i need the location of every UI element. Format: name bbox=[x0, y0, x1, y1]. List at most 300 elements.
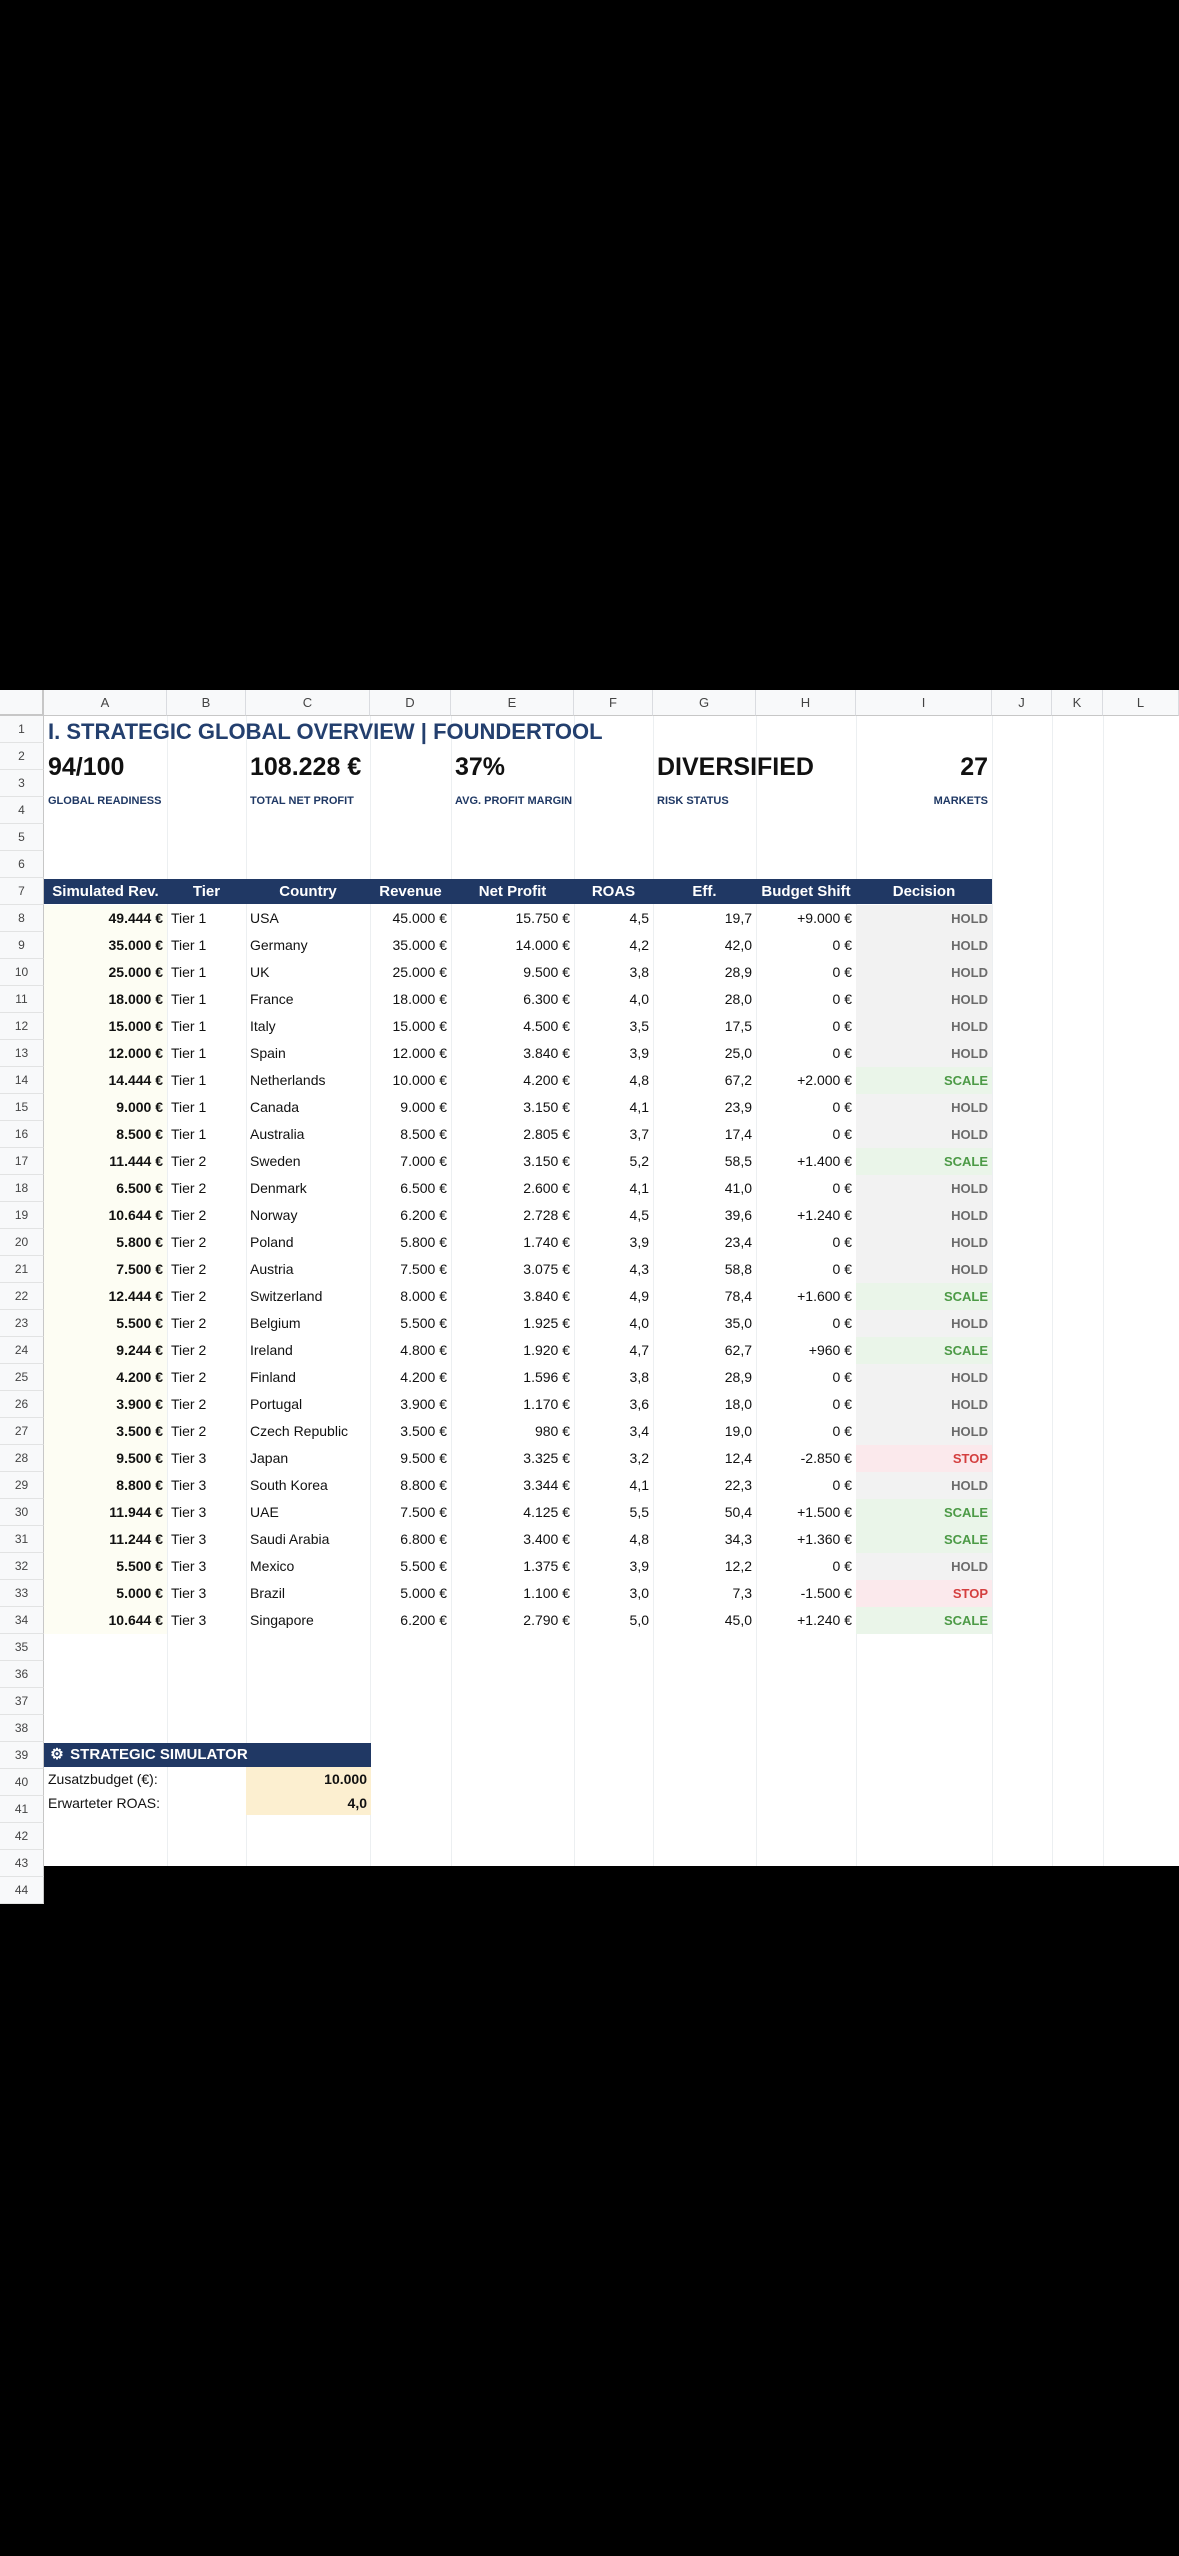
table-cell[interactable]: 58,5 bbox=[724, 1153, 752, 1169]
column-header[interactable]: J bbox=[992, 690, 1052, 716]
table-cell[interactable]: 3,7 bbox=[629, 1126, 649, 1142]
table-cell[interactable]: 3,4 bbox=[629, 1423, 649, 1439]
table-cell[interactable]: 28,9 bbox=[724, 1369, 752, 1385]
table-cell[interactable]: 17,5 bbox=[724, 1018, 752, 1034]
table-cell[interactable]: 23,9 bbox=[724, 1099, 752, 1115]
row-header[interactable]: 36 bbox=[0, 1661, 44, 1688]
table-cell[interactable]: 45,0 bbox=[724, 1612, 752, 1628]
table-cell[interactable]: South Korea bbox=[250, 1477, 328, 1493]
table-cell[interactable]: 4,1 bbox=[629, 1180, 649, 1196]
table-cell[interactable]: 6.500 € bbox=[116, 1180, 163, 1196]
decision-badge[interactable]: HOLD bbox=[856, 1040, 992, 1067]
table-cell[interactable]: Tier 3 bbox=[171, 1585, 207, 1601]
table-cell[interactable]: Finland bbox=[250, 1369, 296, 1385]
table-cell[interactable]: 50,4 bbox=[724, 1504, 752, 1520]
table-cell[interactable]: 5,5 bbox=[629, 1504, 649, 1520]
table-cell[interactable]: 78,4 bbox=[724, 1288, 752, 1304]
row-header[interactable]: 8 bbox=[0, 905, 44, 932]
table-cell[interactable]: 18,0 bbox=[724, 1396, 752, 1412]
row-header[interactable]: 14 bbox=[0, 1067, 44, 1094]
kpi-label[interactable]: TOTAL NET PROFIT bbox=[250, 795, 354, 807]
table-cell[interactable]: 5.800 € bbox=[116, 1234, 163, 1250]
table-cell[interactable]: 4.500 € bbox=[523, 1018, 570, 1034]
table-cell[interactable]: 8.000 € bbox=[400, 1288, 447, 1304]
column-header[interactable]: D bbox=[370, 690, 451, 716]
row-header[interactable]: 32 bbox=[0, 1553, 44, 1580]
table-cell[interactable]: 2.728 € bbox=[523, 1207, 570, 1223]
table-cell[interactable]: 5,2 bbox=[629, 1153, 649, 1169]
kpi-value[interactable]: 94/100 bbox=[48, 753, 125, 781]
row-header[interactable]: 33 bbox=[0, 1580, 44, 1607]
table-cell[interactable]: 35,0 bbox=[724, 1315, 752, 1331]
decision-badge[interactable]: HOLD bbox=[856, 1418, 992, 1445]
table-cell[interactable]: Japan bbox=[250, 1450, 289, 1466]
row-header[interactable]: 22 bbox=[0, 1283, 44, 1310]
table-cell[interactable]: 62,7 bbox=[724, 1342, 752, 1358]
table-cell[interactable]: 0 € bbox=[832, 991, 852, 1007]
table-cell[interactable]: 3,0 bbox=[629, 1585, 649, 1601]
table-cell[interactable]: Tier 3 bbox=[171, 1558, 207, 1574]
table-cell[interactable]: Mexico bbox=[250, 1558, 295, 1574]
table-cell[interactable]: UK bbox=[250, 964, 270, 980]
table-cell[interactable]: 5.500 € bbox=[400, 1315, 447, 1331]
table-cell[interactable]: 4,3 bbox=[629, 1261, 649, 1277]
table-cell[interactable]: 4,7 bbox=[629, 1342, 649, 1358]
table-cell[interactable]: 3,9 bbox=[629, 1558, 649, 1574]
row-header[interactable]: 12 bbox=[0, 1013, 44, 1040]
roas-input[interactable]: 4,0 bbox=[246, 1791, 371, 1815]
table-cell[interactable]: 19,7 bbox=[724, 910, 752, 926]
table-cell[interactable]: 8.500 € bbox=[400, 1126, 447, 1142]
table-cell[interactable]: 0 € bbox=[832, 1180, 852, 1196]
table-cell[interactable]: 4,8 bbox=[629, 1531, 649, 1547]
table-cell[interactable]: 4,5 bbox=[629, 910, 649, 926]
table-cell[interactable]: 7.500 € bbox=[400, 1504, 447, 1520]
row-header[interactable]: 28 bbox=[0, 1445, 44, 1472]
table-cell[interactable]: 1.596 € bbox=[523, 1369, 570, 1385]
table-cell[interactable]: 6.300 € bbox=[523, 991, 570, 1007]
table-cell[interactable]: 9.244 € bbox=[116, 1342, 163, 1358]
table-cell[interactable]: 12,2 bbox=[724, 1558, 752, 1574]
table-cell[interactable]: Sweden bbox=[250, 1153, 301, 1169]
row-header[interactable]: 30 bbox=[0, 1499, 44, 1526]
table-header-cell[interactable]: Simulated Rev. bbox=[52, 883, 159, 900]
kpi-label[interactable]: MARKETS bbox=[933, 795, 988, 807]
table-cell[interactable]: Germany bbox=[250, 937, 308, 953]
table-cell[interactable]: 3,9 bbox=[629, 1045, 649, 1061]
table-cell[interactable]: 35.000 € bbox=[392, 937, 447, 953]
table-cell[interactable]: Netherlands bbox=[250, 1072, 326, 1088]
table-cell[interactable]: Tier 2 bbox=[171, 1342, 207, 1358]
table-cell[interactable]: 4,0 bbox=[629, 991, 649, 1007]
table-cell[interactable]: 5.000 € bbox=[116, 1585, 163, 1601]
decision-badge[interactable]: SCALE bbox=[856, 1283, 992, 1310]
table-cell[interactable]: 11.944 € bbox=[109, 1504, 163, 1520]
page-title[interactable]: I. STRATEGIC GLOBAL OVERVIEW | FOUNDERTOOL bbox=[48, 719, 603, 744]
table-cell[interactable]: Italy bbox=[250, 1018, 276, 1034]
decision-badge[interactable]: HOLD bbox=[856, 1256, 992, 1283]
table-cell[interactable]: +1.500 € bbox=[797, 1504, 852, 1520]
table-header-cell[interactable]: ROAS bbox=[591, 883, 636, 900]
table-cell[interactable]: 41,0 bbox=[724, 1180, 752, 1196]
kpi-label[interactable]: GLOBAL READINESS bbox=[48, 795, 162, 807]
row-header[interactable]: 4 bbox=[0, 797, 44, 824]
table-cell[interactable]: 58,8 bbox=[724, 1261, 752, 1277]
table-cell[interactable]: 12.444 € bbox=[108, 1288, 163, 1304]
table-cell[interactable]: 22,3 bbox=[724, 1477, 752, 1493]
table-cell[interactable]: 12.000 € bbox=[108, 1045, 163, 1061]
table-cell[interactable]: Australia bbox=[250, 1126, 305, 1142]
decision-badge[interactable]: SCALE bbox=[856, 1337, 992, 1364]
table-cell[interactable]: 0 € bbox=[832, 1369, 852, 1385]
table-cell[interactable]: Austria bbox=[250, 1261, 294, 1277]
row-header[interactable]: 23 bbox=[0, 1310, 44, 1337]
decision-badge[interactable]: HOLD bbox=[856, 1121, 992, 1148]
table-cell[interactable]: Tier 2 bbox=[171, 1234, 207, 1250]
decision-badge[interactable]: HOLD bbox=[856, 1229, 992, 1256]
table-cell[interactable]: Switzerland bbox=[250, 1288, 323, 1304]
row-header[interactable]: 3 bbox=[0, 770, 44, 797]
table-cell[interactable]: 18.000 € bbox=[392, 991, 447, 1007]
table-cell[interactable]: 6.500 € bbox=[400, 1180, 447, 1196]
table-cell[interactable]: Tier 3 bbox=[171, 1504, 207, 1520]
decision-badge[interactable]: STOP bbox=[856, 1445, 992, 1472]
table-cell[interactable]: Tier 3 bbox=[171, 1531, 207, 1547]
decision-badge[interactable]: HOLD bbox=[856, 1472, 992, 1499]
table-cell[interactable]: 4.800 € bbox=[400, 1342, 447, 1358]
table-cell[interactable]: 4,2 bbox=[629, 937, 649, 953]
row-header[interactable]: 34 bbox=[0, 1607, 44, 1634]
decision-badge[interactable]: HOLD bbox=[856, 959, 992, 986]
table-cell[interactable]: 4,1 bbox=[629, 1099, 649, 1115]
table-cell[interactable]: 49.444 € bbox=[108, 910, 163, 926]
table-cell[interactable]: 9.500 € bbox=[400, 1450, 447, 1466]
kpi-value[interactable]: DIVERSIFIED bbox=[657, 753, 814, 781]
table-cell[interactable]: 23,4 bbox=[724, 1234, 752, 1250]
decision-badge[interactable]: SCALE bbox=[856, 1499, 992, 1526]
table-header-cell[interactable]: Decision bbox=[892, 883, 956, 900]
row-header[interactable]: 1 bbox=[0, 716, 44, 743]
table-cell[interactable]: 5.800 € bbox=[400, 1234, 447, 1250]
select-all-corner[interactable] bbox=[0, 690, 44, 716]
decision-badge[interactable]: HOLD bbox=[856, 1364, 992, 1391]
table-cell[interactable]: 3.840 € bbox=[523, 1288, 570, 1304]
table-cell[interactable]: 12,4 bbox=[724, 1450, 752, 1466]
table-cell[interactable]: 980 € bbox=[534, 1423, 570, 1439]
table-cell[interactable]: 9.500 € bbox=[116, 1450, 163, 1466]
row-header[interactable]: 2 bbox=[0, 743, 44, 770]
table-cell[interactable]: 3,2 bbox=[629, 1450, 649, 1466]
kpi-value[interactable]: 27 bbox=[960, 753, 988, 781]
row-header[interactable]: 44 bbox=[0, 1877, 44, 1904]
table-cell[interactable]: 1.740 € bbox=[523, 1234, 570, 1250]
table-cell[interactable]: 5,0 bbox=[629, 1612, 649, 1628]
table-cell[interactable]: +1.600 € bbox=[797, 1288, 852, 1304]
table-cell[interactable]: Tier 3 bbox=[171, 1477, 207, 1493]
table-cell[interactable]: 25.000 € bbox=[108, 964, 163, 980]
column-header[interactable]: L bbox=[1103, 690, 1179, 716]
decision-badge[interactable]: SCALE bbox=[856, 1148, 992, 1175]
decision-badge[interactable]: STOP bbox=[856, 1580, 992, 1607]
table-header-cell[interactable]: Eff. bbox=[692, 883, 717, 900]
table-cell[interactable]: 3.150 € bbox=[523, 1153, 570, 1169]
column-header[interactable]: A bbox=[44, 690, 167, 716]
table-cell[interactable]: 0 € bbox=[832, 1261, 852, 1277]
kpi-label[interactable]: RISK STATUS bbox=[657, 795, 729, 807]
table-cell[interactable]: 4.125 € bbox=[523, 1504, 570, 1520]
column-header[interactable]: G bbox=[653, 690, 756, 716]
table-cell[interactable]: 12.000 € bbox=[392, 1045, 447, 1061]
budget-label[interactable]: Zusatzbudget (€): bbox=[48, 1771, 158, 1787]
kpi-value[interactable]: 108.228 € bbox=[250, 753, 362, 781]
table-cell[interactable]: USA bbox=[250, 910, 279, 926]
row-header[interactable]: 38 bbox=[0, 1715, 44, 1742]
table-cell[interactable]: 7.500 € bbox=[116, 1261, 163, 1277]
column-header[interactable]: E bbox=[451, 690, 574, 716]
table-cell[interactable]: 7.500 € bbox=[400, 1261, 447, 1277]
table-cell[interactable]: 4,8 bbox=[629, 1072, 649, 1088]
table-cell[interactable]: 1.100 € bbox=[523, 1585, 570, 1601]
row-header[interactable]: 15 bbox=[0, 1094, 44, 1121]
table-cell[interactable]: 14.444 € bbox=[108, 1072, 163, 1088]
table-cell[interactable]: 0 € bbox=[832, 1045, 852, 1061]
table-cell[interactable]: 34,3 bbox=[724, 1531, 752, 1547]
table-cell[interactable]: 11.244 € bbox=[109, 1531, 163, 1547]
table-cell[interactable]: Tier 3 bbox=[171, 1450, 207, 1466]
decision-badge[interactable]: HOLD bbox=[856, 1094, 992, 1121]
table-cell[interactable]: 7,3 bbox=[732, 1585, 752, 1601]
table-cell[interactable]: 0 € bbox=[832, 1099, 852, 1115]
table-cell[interactable]: 3,5 bbox=[629, 1018, 649, 1034]
table-cell[interactable]: 6.800 € bbox=[400, 1531, 447, 1547]
table-cell[interactable]: 28,9 bbox=[724, 964, 752, 980]
table-cell[interactable]: 9.500 € bbox=[523, 964, 570, 980]
table-cell[interactable]: 1.925 € bbox=[523, 1315, 570, 1331]
table-cell[interactable]: UAE bbox=[250, 1504, 279, 1520]
table-cell[interactable]: 8.500 € bbox=[116, 1126, 163, 1142]
row-header[interactable]: 11 bbox=[0, 986, 44, 1013]
table-cell[interactable]: Tier 1 bbox=[171, 1126, 207, 1142]
row-header[interactable]: 20 bbox=[0, 1229, 44, 1256]
table-cell[interactable]: Denmark bbox=[250, 1180, 307, 1196]
table-cell[interactable]: 3.400 € bbox=[523, 1531, 570, 1547]
table-cell[interactable]: 3.900 € bbox=[116, 1396, 163, 1412]
table-cell[interactable]: Tier 3 bbox=[171, 1612, 207, 1628]
table-cell[interactable]: 6.200 € bbox=[400, 1207, 447, 1223]
table-cell[interactable]: 0 € bbox=[832, 1018, 852, 1034]
table-cell[interactable]: 0 € bbox=[832, 964, 852, 980]
table-cell[interactable]: Singapore bbox=[250, 1612, 314, 1628]
table-cell[interactable]: 17,4 bbox=[724, 1126, 752, 1142]
table-cell[interactable]: Tier 2 bbox=[171, 1369, 207, 1385]
table-cell[interactable]: 2.805 € bbox=[523, 1126, 570, 1142]
table-cell[interactable]: Tier 1 bbox=[171, 964, 207, 980]
table-cell[interactable]: 19,0 bbox=[724, 1423, 752, 1439]
table-cell[interactable]: 5.500 € bbox=[400, 1558, 447, 1574]
table-cell[interactable]: 1.375 € bbox=[523, 1558, 570, 1574]
row-header[interactable]: 41 bbox=[0, 1796, 44, 1823]
table-cell[interactable]: 6.200 € bbox=[400, 1612, 447, 1628]
decision-badge[interactable]: HOLD bbox=[856, 1175, 992, 1202]
table-cell[interactable]: 0 € bbox=[832, 1558, 852, 1574]
table-cell[interactable]: 0 € bbox=[832, 1126, 852, 1142]
table-cell[interactable]: 25,0 bbox=[724, 1045, 752, 1061]
decision-badge[interactable]: HOLD bbox=[856, 986, 992, 1013]
table-header-cell[interactable]: Tier bbox=[192, 883, 221, 900]
table-cell[interactable]: 0 € bbox=[832, 1396, 852, 1412]
table-cell[interactable]: 3.840 € bbox=[523, 1045, 570, 1061]
kpi-label[interactable]: AVG. PROFIT MARGIN bbox=[455, 795, 573, 807]
decision-badge[interactable]: SCALE bbox=[856, 1526, 992, 1553]
table-cell[interactable]: Tier 2 bbox=[171, 1423, 207, 1439]
row-header[interactable]: 6 bbox=[0, 851, 44, 878]
row-header[interactable]: 9 bbox=[0, 932, 44, 959]
row-header[interactable]: 17 bbox=[0, 1148, 44, 1175]
table-cell[interactable]: 4,9 bbox=[629, 1288, 649, 1304]
table-cell[interactable]: 0 € bbox=[832, 1477, 852, 1493]
row-header[interactable]: 42 bbox=[0, 1823, 44, 1850]
decision-badge[interactable]: HOLD bbox=[856, 1202, 992, 1229]
simulator-header[interactable] bbox=[44, 1743, 371, 1767]
table-header-cell[interactable]: Budget Shift bbox=[761, 883, 851, 900]
table-cell[interactable]: Tier 1 bbox=[171, 910, 207, 926]
table-cell[interactable]: Portugal bbox=[250, 1396, 303, 1412]
row-header[interactable]: 24 bbox=[0, 1337, 44, 1364]
table-cell[interactable]: 15.750 € bbox=[515, 910, 570, 926]
row-header[interactable]: 21 bbox=[0, 1256, 44, 1283]
row-header[interactable]: 29 bbox=[0, 1472, 44, 1499]
row-header[interactable]: 13 bbox=[0, 1040, 44, 1067]
table-cell[interactable]: 2.600 € bbox=[523, 1180, 570, 1196]
table-cell[interactable]: Tier 1 bbox=[171, 1099, 207, 1115]
table-cell[interactable]: 4,5 bbox=[629, 1207, 649, 1223]
column-header[interactable]: C bbox=[246, 690, 370, 716]
table-cell[interactable]: 9.000 € bbox=[400, 1099, 447, 1115]
table-cell[interactable]: -1.500 € bbox=[800, 1585, 852, 1601]
table-header-cell[interactable]: Net Profit bbox=[478, 883, 547, 900]
kpi-value[interactable]: 37% bbox=[455, 753, 506, 781]
row-header[interactable]: 18 bbox=[0, 1175, 44, 1202]
row-header[interactable]: 5 bbox=[0, 824, 44, 851]
table-cell[interactable]: 9.000 € bbox=[116, 1099, 163, 1115]
table-cell[interactable]: Spain bbox=[250, 1045, 286, 1061]
row-header[interactable]: 40 bbox=[0, 1769, 44, 1796]
table-cell[interactable]: +9.000 € bbox=[797, 910, 852, 926]
table-cell[interactable]: 45.000 € bbox=[392, 910, 447, 926]
table-cell[interactable]: 4,1 bbox=[629, 1477, 649, 1493]
column-header[interactable]: K bbox=[1052, 690, 1103, 716]
table-cell[interactable]: 67,2 bbox=[724, 1072, 752, 1088]
row-header[interactable]: 10 bbox=[0, 959, 44, 986]
table-cell[interactable]: 4,0 bbox=[629, 1315, 649, 1331]
table-cell[interactable]: Norway bbox=[250, 1207, 298, 1223]
decision-badge[interactable]: HOLD bbox=[856, 1391, 992, 1418]
budget-input[interactable]: 10.000 bbox=[246, 1767, 371, 1791]
table-header-cell[interactable]: Revenue bbox=[379, 883, 442, 900]
table-cell[interactable]: 3,8 bbox=[629, 964, 649, 980]
table-cell[interactable]: Saudi Arabia bbox=[250, 1531, 330, 1547]
table-cell[interactable]: +1.240 € bbox=[797, 1207, 852, 1223]
table-cell[interactable]: Ireland bbox=[250, 1342, 293, 1358]
table-cell[interactable]: +2.000 € bbox=[797, 1072, 852, 1088]
table-cell[interactable]: 4.200 € bbox=[116, 1369, 163, 1385]
table-cell[interactable]: -2.850 € bbox=[800, 1450, 852, 1466]
table-cell[interactable]: 0 € bbox=[832, 1423, 852, 1439]
table-cell[interactable]: 3.500 € bbox=[116, 1423, 163, 1439]
table-cell[interactable]: 8.800 € bbox=[400, 1477, 447, 1493]
table-cell[interactable]: Brazil bbox=[250, 1585, 286, 1601]
table-cell[interactable]: Tier 2 bbox=[171, 1396, 207, 1412]
row-header[interactable]: 16 bbox=[0, 1121, 44, 1148]
table-cell[interactable]: 10.644 € bbox=[108, 1207, 163, 1223]
decision-badge[interactable]: HOLD bbox=[856, 1013, 992, 1040]
table-cell[interactable]: Tier 1 bbox=[171, 991, 207, 1007]
column-header[interactable]: F bbox=[574, 690, 653, 716]
table-cell[interactable]: 3.500 € bbox=[400, 1423, 447, 1439]
table-cell[interactable]: 3,8 bbox=[629, 1369, 649, 1385]
table-cell[interactable]: +1.360 € bbox=[797, 1531, 852, 1547]
table-cell[interactable]: 3.900 € bbox=[400, 1396, 447, 1412]
row-header[interactable]: 43 bbox=[0, 1850, 44, 1877]
table-cell[interactable]: Tier 2 bbox=[171, 1180, 207, 1196]
table-cell[interactable]: 0 € bbox=[832, 1315, 852, 1331]
row-header[interactable]: 25 bbox=[0, 1364, 44, 1391]
table-cell[interactable]: 15.000 € bbox=[392, 1018, 447, 1034]
table-cell[interactable]: 10.644 € bbox=[108, 1612, 163, 1628]
table-cell[interactable]: Tier 1 bbox=[171, 1018, 207, 1034]
row-header[interactable]: 26 bbox=[0, 1391, 44, 1418]
table-cell[interactable]: +1.240 € bbox=[797, 1612, 852, 1628]
table-cell[interactable]: 4.200 € bbox=[400, 1369, 447, 1385]
table-cell[interactable]: 0 € bbox=[832, 1234, 852, 1250]
table-cell[interactable]: Tier 2 bbox=[171, 1288, 207, 1304]
table-cell[interactable]: 39,6 bbox=[724, 1207, 752, 1223]
table-cell[interactable]: France bbox=[250, 991, 294, 1007]
table-cell[interactable]: 8.800 € bbox=[116, 1477, 163, 1493]
table-header-cell[interactable]: Country bbox=[279, 883, 337, 900]
table-cell[interactable]: 18.000 € bbox=[108, 991, 163, 1007]
table-cell[interactable]: 5.500 € bbox=[116, 1558, 163, 1574]
decision-badge[interactable]: SCALE bbox=[856, 1607, 992, 1634]
decision-badge[interactable]: HOLD bbox=[856, 1553, 992, 1580]
table-cell[interactable]: 0 € bbox=[832, 937, 852, 953]
table-cell[interactable]: 5.000 € bbox=[400, 1585, 447, 1601]
row-header[interactable]: 39 bbox=[0, 1742, 44, 1769]
table-cell[interactable]: 5.500 € bbox=[116, 1315, 163, 1331]
table-cell[interactable]: 35.000 € bbox=[108, 937, 163, 953]
table-cell[interactable]: +960 € bbox=[808, 1342, 852, 1358]
row-header[interactable]: 37 bbox=[0, 1688, 44, 1715]
table-cell[interactable]: 14.000 € bbox=[515, 937, 570, 953]
table-cell[interactable]: 4.200 € bbox=[523, 1072, 570, 1088]
table-cell[interactable]: Tier 1 bbox=[171, 1045, 207, 1061]
table-cell[interactable]: Canada bbox=[250, 1099, 300, 1115]
decision-badge[interactable]: SCALE bbox=[856, 1067, 992, 1094]
table-cell[interactable]: 3,6 bbox=[629, 1396, 649, 1412]
row-header[interactable]: 19 bbox=[0, 1202, 44, 1229]
table-cell[interactable]: Poland bbox=[250, 1234, 294, 1250]
table-cell[interactable]: Tier 1 bbox=[171, 1072, 207, 1088]
row-header[interactable]: 27 bbox=[0, 1418, 44, 1445]
table-cell[interactable]: 15.000 € bbox=[108, 1018, 163, 1034]
row-header[interactable]: 7 bbox=[0, 878, 44, 905]
table-cell[interactable]: 3,9 bbox=[629, 1234, 649, 1250]
table-cell[interactable]: 3.344 € bbox=[523, 1477, 570, 1493]
table-cell[interactable]: 1.920 € bbox=[523, 1342, 570, 1358]
decision-badge[interactable]: HOLD bbox=[856, 905, 992, 932]
table-cell[interactable]: 7.000 € bbox=[400, 1153, 447, 1169]
table-cell[interactable]: Tier 2 bbox=[171, 1261, 207, 1277]
